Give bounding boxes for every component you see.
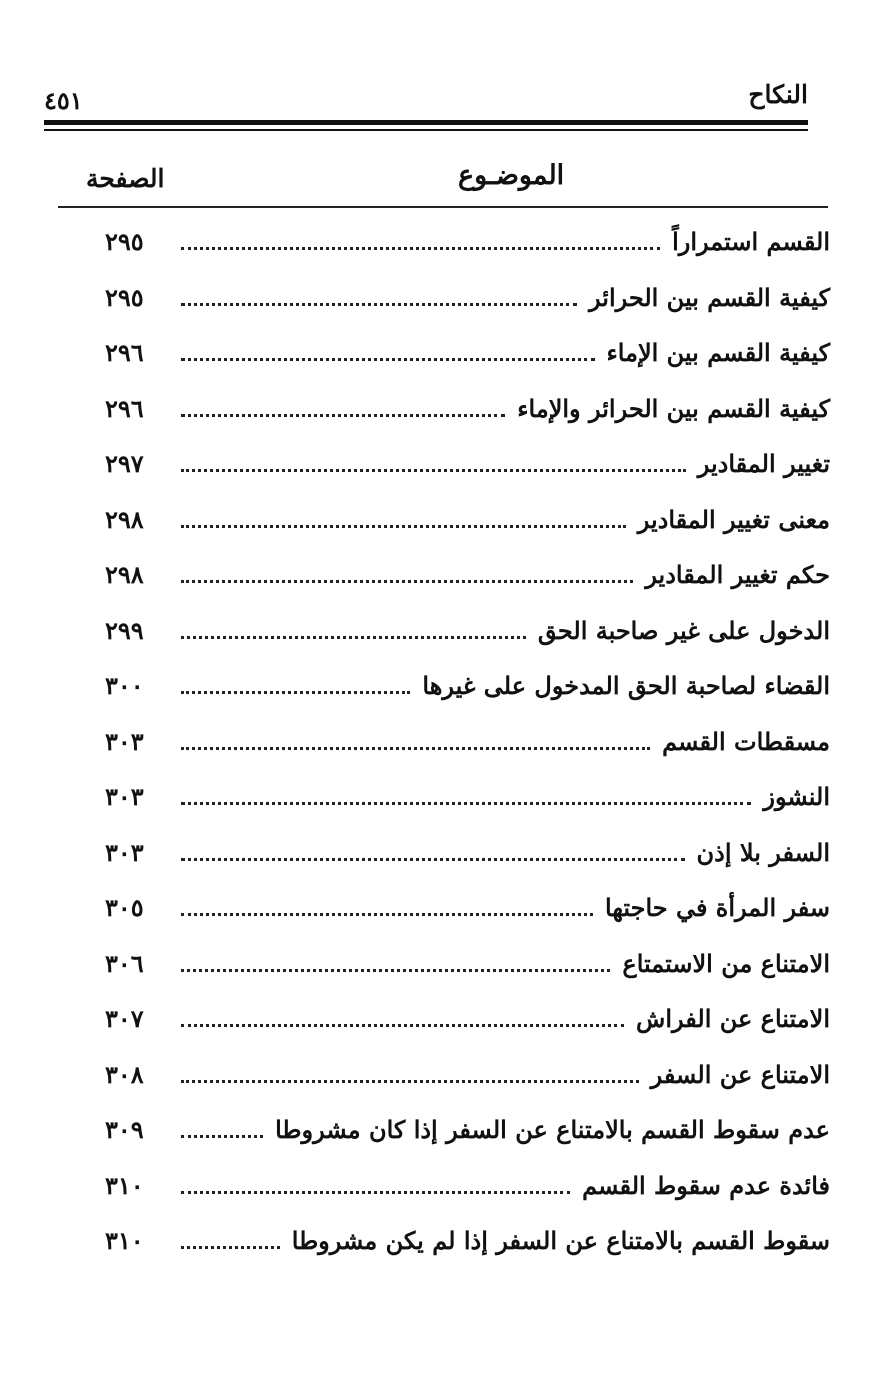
toc-entry <box>105 547 830 603</box>
toc-entry <box>105 603 830 659</box>
toc-entry <box>105 658 830 714</box>
dot-leader <box>181 303 577 306</box>
toc-entry-page: ٢٩٩ <box>105 615 144 645</box>
toc-entry-title: سفر المرأة في حاجتها <box>605 893 830 923</box>
toc-entry-page: ٣٠٦ <box>105 948 144 978</box>
column-header-topic: الموضـوع <box>458 160 565 191</box>
toc-entry-title: القضاء لصاحبة الحق المدخول على غيرها <box>422 671 830 701</box>
toc-entry-page: ٣٠٩ <box>105 1115 144 1145</box>
toc-entry-page: ٣٠٣ <box>105 837 144 867</box>
toc-entry-page: ٣٠٣ <box>105 726 144 756</box>
toc-entry-title: مسقطات القسم <box>662 726 830 756</box>
toc-entry <box>105 270 830 326</box>
dot-leader <box>181 747 650 750</box>
dot-leader <box>181 525 626 528</box>
column-header-rule <box>58 206 828 208</box>
dot-leader <box>181 1024 624 1027</box>
toc-entry-title: القسم استمراراً <box>672 227 830 257</box>
dot-leader <box>181 802 751 805</box>
dot-leader <box>181 580 633 583</box>
dot-leader <box>181 414 505 417</box>
toc-entry <box>105 714 830 770</box>
toc-entry <box>105 325 830 381</box>
header-rule-thin <box>44 129 808 131</box>
running-title: النكاح <box>748 80 808 109</box>
dot-leader <box>181 1135 263 1138</box>
toc-entry-title: سقوط القسم بالامتناع عن السفر إذا لم يكن مشروطا <box>291 1226 830 1256</box>
toc-entry <box>105 214 830 270</box>
toc-entry-page: ٢٩٥ <box>105 282 144 312</box>
toc-entry-title: عدم سقوط القسم بالامتناع عن السفر إذا كان مشروطا <box>275 1115 830 1145</box>
toc-entry <box>105 769 830 825</box>
toc-entry-title: تغيير المقادير <box>697 449 830 479</box>
running-head <box>44 78 808 118</box>
toc-entry-page: ٢٩٦ <box>105 338 144 368</box>
toc-entry-title: فائدة عدم سقوط القسم <box>582 1170 830 1200</box>
toc-entry-title: السفر بلا إذن <box>696 837 830 867</box>
toc-entry <box>105 1158 830 1214</box>
dot-leader <box>181 247 660 250</box>
toc-entry-title: الدخول على غير صاحبة الحق <box>537 615 830 645</box>
toc-entry-title: الامتناع عن الفراش <box>636 1004 830 1034</box>
toc-entry-title: الامتناع عن السفر <box>650 1059 830 1089</box>
toc-entry <box>105 936 830 992</box>
toc-entry <box>105 436 830 492</box>
toc-entry-title: معنى تغيير المقادير <box>637 504 830 534</box>
toc-entry <box>105 1213 830 1269</box>
dot-leader <box>181 691 410 694</box>
dot-leader <box>181 858 685 861</box>
dot-leader <box>181 1191 570 1194</box>
toc-entry-title: كيفية القسم بين الإماء <box>606 338 830 368</box>
header-rule-thick <box>44 120 808 125</box>
toc-entry-page: ٢٩٦ <box>105 393 144 423</box>
toc-entry <box>105 880 830 936</box>
toc-entry-title: حكم تغيير المقادير <box>645 560 830 590</box>
toc-entry-page: ٢٩٨ <box>105 560 144 590</box>
toc-entry-page: ٣٠٥ <box>105 893 144 923</box>
toc-entry-page: ٣٠٨ <box>105 1059 144 1089</box>
dot-leader <box>181 1080 639 1083</box>
toc-entry-title: الامتناع من الاستمتاع <box>622 948 830 978</box>
toc-entry <box>105 381 830 437</box>
toc-entry-title: النشوز <box>763 782 830 812</box>
toc-entry <box>105 991 830 1047</box>
toc-entry-page: ٣١٠ <box>105 1226 144 1256</box>
toc-entry-page: ٣٠٠ <box>105 671 144 701</box>
toc-entry-title: كيفية القسم بين الحرائر والإماء <box>517 393 830 423</box>
toc-entry-page: ٣٠٧ <box>105 1004 144 1034</box>
dot-leader <box>181 913 593 916</box>
column-headers <box>58 160 828 204</box>
toc-entry-page: ٣١٠ <box>105 1170 144 1200</box>
toc-entry-page: ٢٩٥ <box>105 227 144 257</box>
toc-entry-page: ٢٩٨ <box>105 504 144 534</box>
toc-entry-title: كيفية القسم بين الحرائر <box>589 282 830 312</box>
toc-entry <box>105 1047 830 1103</box>
toc-entry <box>105 492 830 548</box>
column-header-page: الصفحة <box>86 164 165 193</box>
toc-entry <box>105 1102 830 1158</box>
toc-entry <box>105 825 830 881</box>
table-of-contents <box>105 214 830 1269</box>
page-number: ٤٥١ <box>44 86 83 115</box>
dot-leader <box>181 358 595 361</box>
dot-leader <box>181 636 526 639</box>
toc-entry-page: ٢٩٧ <box>105 449 144 479</box>
toc-entry-page: ٣٠٣ <box>105 782 144 812</box>
dot-leader <box>181 469 686 472</box>
dot-leader <box>181 969 610 972</box>
dot-leader <box>181 1246 280 1249</box>
